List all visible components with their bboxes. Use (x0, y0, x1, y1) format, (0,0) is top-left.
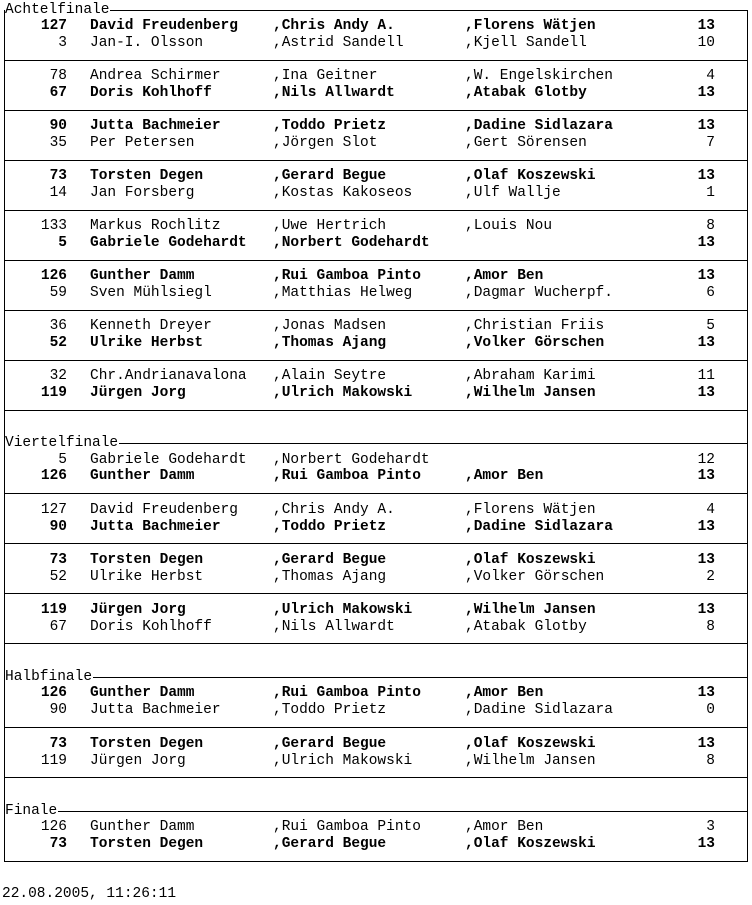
section-title: Halbfinale (5, 669, 93, 685)
match-row (5, 168, 747, 184)
player-3: ,Wilhelm Jansen (465, 753, 596, 769)
match-row (5, 552, 747, 568)
player-3: ,Kjell Sandell (465, 35, 587, 51)
player-2: ,Ulrich Makowski (273, 385, 413, 401)
team-seed: 73 (49, 736, 67, 752)
print-timestamp: 22.08.2005, 11:26:11 (2, 886, 177, 902)
match-separator (5, 727, 747, 728)
player-3: ,Olaf Koszewski (465, 168, 596, 184)
team-score: 13 (697, 18, 715, 34)
player-3: ,Amor Ben (465, 685, 544, 701)
player-2: ,Norbert Godehardt (273, 452, 430, 468)
player-2: ,Gerard Begue (273, 552, 387, 568)
player-2: ,Jörgen Slot (273, 135, 378, 151)
team-seed: 127 (40, 502, 67, 518)
team-seed: 119 (40, 602, 67, 618)
player-3: ,W. Engelskirchen (465, 68, 613, 84)
player-1: Ulrike Herbst (90, 569, 204, 585)
match-row (5, 602, 747, 618)
match-separator (5, 593, 747, 594)
team-score: 13 (697, 468, 715, 484)
match-separator (5, 360, 747, 361)
team-score: 8 (706, 753, 715, 769)
team-seed: 73 (49, 836, 67, 852)
section-divider (5, 2, 747, 18)
match-row (5, 702, 747, 718)
team-score: 7 (706, 135, 715, 151)
player-1: Markus Rochlitz (90, 218, 221, 234)
team-score: 13 (697, 268, 715, 284)
team-score: 1 (706, 185, 715, 201)
team-seed: 90 (49, 702, 67, 718)
match-separator (5, 160, 747, 161)
player-1: Jutta Bachmeier (90, 118, 221, 134)
player-3: ,Christian Friis (465, 318, 605, 334)
match-separator (5, 260, 747, 261)
section-divider (5, 803, 747, 819)
match-row (5, 235, 747, 251)
match-row (5, 135, 747, 151)
player-1: Torsten Degen (90, 168, 204, 184)
team-score: 13 (697, 85, 715, 101)
player-1: Jutta Bachmeier (90, 519, 221, 535)
player-2: ,Toddo Prietz (273, 519, 387, 535)
player-1: Gabriele Godehardt (90, 452, 247, 468)
player-3: ,Dadine Sidlazara (465, 702, 613, 718)
player-3: ,Amor Ben (465, 468, 544, 484)
player-2: ,Alain Seytre (273, 368, 387, 384)
player-3: ,Olaf Koszewski (465, 736, 596, 752)
player-1: Jürgen Jorg (90, 602, 186, 618)
match-row (5, 18, 747, 34)
player-3: ,Florens Wätjen (465, 502, 596, 518)
player-1: Jan Forsberg (90, 185, 195, 201)
team-score: 8 (706, 218, 715, 234)
team-score: 4 (706, 68, 715, 84)
match-row (5, 753, 747, 769)
section-divider (5, 435, 747, 451)
team-score: 0 (706, 702, 715, 718)
player-3: ,Olaf Koszewski (465, 836, 596, 852)
player-3: ,Wilhelm Jansen (465, 602, 596, 618)
team-seed: 126 (40, 468, 67, 484)
match-row (5, 819, 747, 835)
team-seed: 52 (49, 569, 67, 585)
match-separator (5, 210, 747, 211)
match-row (5, 519, 747, 535)
match-row (5, 468, 747, 484)
team-score: 13 (697, 685, 715, 701)
team-seed: 67 (49, 85, 67, 101)
player-3: ,Olaf Koszewski (465, 552, 596, 568)
team-score: 13 (697, 602, 715, 618)
player-2: ,Nils Allwardt (273, 619, 395, 635)
player-3: ,Amor Ben (465, 268, 544, 284)
match-row (5, 335, 747, 351)
player-2: ,Nils Allwardt (273, 85, 395, 101)
player-1: Jürgen Jorg (90, 753, 186, 769)
match-row (5, 502, 747, 518)
team-score: 4 (706, 502, 715, 518)
player-2: ,Toddo Prietz (273, 702, 387, 718)
team-seed: 59 (49, 285, 67, 301)
player-2: ,Uwe Hertrich (273, 218, 387, 234)
team-score: 8 (706, 619, 715, 635)
results-sheet (4, 2, 748, 862)
match-row (5, 685, 747, 701)
team-seed: 126 (40, 819, 67, 835)
match-row (5, 736, 747, 752)
match-row (5, 385, 747, 401)
player-1: Jan-I. Olsson (90, 35, 204, 51)
player-2: ,Chris Andy A. (273, 18, 395, 34)
player-1: Torsten Degen (90, 736, 204, 752)
team-score: 13 (697, 385, 715, 401)
player-1: Jutta Bachmeier (90, 702, 221, 718)
team-score: 13 (697, 552, 715, 568)
player-1: Gabriele Godehardt (90, 235, 247, 251)
player-1: Andrea Schirmer (90, 68, 221, 84)
player-2: ,Astrid Sandell (273, 35, 404, 51)
team-seed: 126 (40, 268, 67, 284)
player-1: Doris Kohlhoff (90, 85, 212, 101)
player-2: ,Gerard Begue (273, 736, 387, 752)
team-seed: 73 (49, 168, 67, 184)
player-2: ,Toddo Prietz (273, 118, 387, 134)
match-separator (5, 110, 747, 111)
player-3: ,Louis Nou (465, 218, 553, 234)
player-1: Gunther Damm (90, 685, 195, 701)
player-1: David Freudenberg (90, 18, 238, 34)
section-title: Finale (5, 803, 58, 819)
player-3: ,Dadine Sidlazara (465, 519, 613, 535)
match-row (5, 185, 747, 201)
match-separator (5, 60, 747, 61)
player-1: Torsten Degen (90, 836, 204, 852)
player-2: ,Jonas Madsen (273, 318, 387, 334)
team-seed: 133 (40, 218, 67, 234)
match-row (5, 285, 747, 301)
player-3: ,Volker Görschen (465, 335, 605, 351)
player-2: ,Ulrich Makowski (273, 602, 413, 618)
team-score: 13 (697, 235, 715, 251)
player-1: Kenneth Dreyer (90, 318, 212, 334)
player-2: ,Ina Geitner (273, 68, 378, 84)
player-2: ,Chris Andy A. (273, 502, 395, 518)
match-row (5, 85, 747, 101)
team-seed: 126 (40, 685, 67, 701)
match-row (5, 68, 747, 84)
match-row (5, 619, 747, 635)
team-seed: 67 (49, 619, 67, 635)
player-2: ,Gerard Begue (273, 168, 387, 184)
player-3: ,Volker Görschen (465, 569, 605, 585)
section-title: Achtelfinale (5, 2, 110, 18)
team-score: 13 (697, 168, 715, 184)
player-1: Sven Mühlsiegl (90, 285, 212, 301)
player-1: Gunther Damm (90, 468, 195, 484)
player-3: ,Ulf Wallje (465, 185, 561, 201)
team-seed: 5 (58, 235, 67, 251)
player-2: ,Ulrich Makowski (273, 753, 413, 769)
match-separator (5, 543, 747, 544)
match-row (5, 452, 747, 468)
player-1: Chr.Andrianavalona (90, 368, 247, 384)
team-seed: 119 (40, 385, 67, 401)
match-separator (5, 310, 747, 311)
player-3: ,Atabak Glotby (465, 619, 587, 635)
player-1: Ulrike Herbst (90, 335, 204, 351)
player-1: David Freudenberg (90, 502, 238, 518)
team-seed: 52 (49, 335, 67, 351)
section-title: Viertelfinale (5, 435, 119, 451)
section-divider (5, 669, 747, 685)
match-row (5, 118, 747, 134)
match-row (5, 318, 747, 334)
player-2: ,Norbert Godehardt (273, 235, 430, 251)
team-seed: 35 (49, 135, 67, 151)
match-row (5, 218, 747, 234)
match-separator (5, 643, 747, 644)
team-score: 13 (697, 118, 715, 134)
player-1: Doris Kohlhoff (90, 619, 212, 635)
player-2: ,Rui Gamboa Pinto (273, 685, 421, 701)
team-score: 3 (706, 819, 715, 835)
player-3: ,Atabak Glotby (465, 85, 587, 101)
match-row (5, 35, 747, 51)
team-seed: 119 (40, 753, 67, 769)
player-3: ,Dagmar Wucherpf. (465, 285, 613, 301)
player-3: ,Gert Sörensen (465, 135, 587, 151)
team-seed: 3 (58, 35, 67, 51)
player-2: ,Gerard Begue (273, 836, 387, 852)
team-seed: 90 (49, 519, 67, 535)
team-seed: 5 (58, 452, 67, 468)
player-2: ,Rui Gamboa Pinto (273, 468, 421, 484)
player-2: ,Matthias Helweg (273, 285, 413, 301)
match-separator (5, 410, 747, 411)
player-3: ,Amor Ben (465, 819, 544, 835)
player-2: ,Rui Gamboa Pinto (273, 268, 421, 284)
player-2: ,Kostas Kakoseos (273, 185, 413, 201)
player-3: ,Florens Wätjen (465, 18, 596, 34)
team-seed: 32 (49, 368, 67, 384)
player-1: Per Petersen (90, 135, 195, 151)
team-seed: 78 (49, 68, 67, 84)
team-score: 13 (697, 335, 715, 351)
match-row (5, 569, 747, 585)
player-1: Gunther Damm (90, 819, 195, 835)
match-row (5, 836, 747, 852)
team-score: 13 (697, 736, 715, 752)
match-row (5, 368, 747, 384)
team-score: 2 (706, 569, 715, 585)
player-2: ,Rui Gamboa Pinto (273, 819, 421, 835)
team-score: 12 (697, 452, 715, 468)
player-3: ,Dadine Sidlazara (465, 118, 613, 134)
match-separator (5, 493, 747, 494)
team-score: 6 (706, 285, 715, 301)
team-score: 13 (697, 519, 715, 535)
player-2: ,Thomas Ajang (273, 335, 387, 351)
player-3: ,Wilhelm Jansen (465, 385, 596, 401)
player-2: ,Thomas Ajang (273, 569, 387, 585)
team-seed: 90 (49, 118, 67, 134)
player-1: Jürgen Jorg (90, 385, 186, 401)
team-seed: 127 (40, 18, 67, 34)
team-seed: 36 (49, 318, 67, 334)
match-row (5, 268, 747, 284)
team-seed: 14 (49, 185, 67, 201)
team-score: 13 (697, 836, 715, 852)
team-score: 11 (697, 368, 715, 384)
match-separator (5, 777, 747, 778)
player-3: ,Abraham Karimi (465, 368, 596, 384)
player-1: Gunther Damm (90, 268, 195, 284)
team-score: 10 (697, 35, 715, 51)
team-score: 5 (706, 318, 715, 334)
player-1: Torsten Degen (90, 552, 204, 568)
team-seed: 73 (49, 552, 67, 568)
